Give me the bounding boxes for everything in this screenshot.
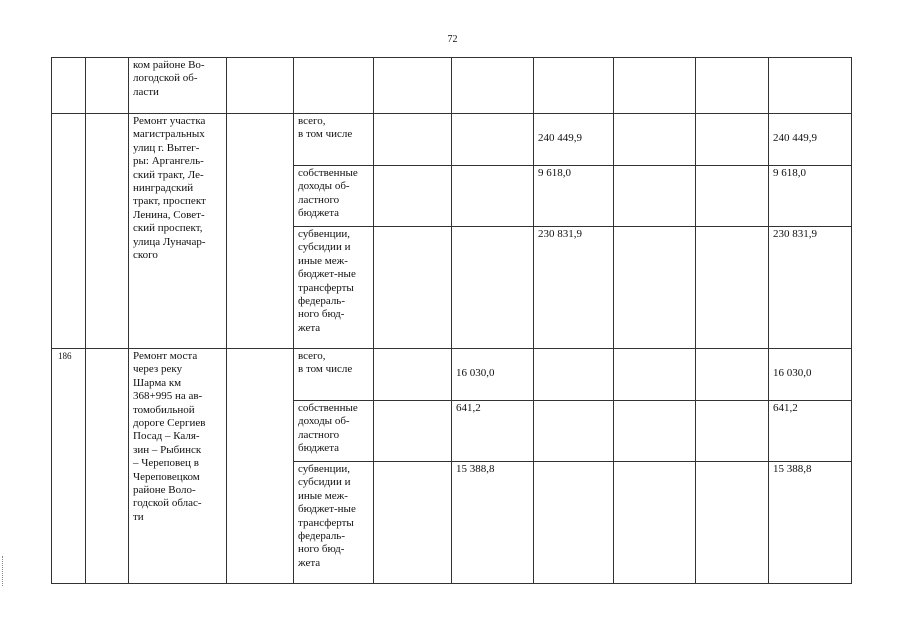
blank-cell (696, 166, 769, 227)
blank-cell (696, 58, 769, 114)
amount-cell (452, 227, 534, 349)
total-cell: 9 618,0 (769, 166, 852, 227)
blank-cell (227, 58, 294, 114)
blank-cell (86, 114, 129, 349)
amount-cell (614, 227, 696, 349)
amount-cell (614, 401, 696, 462)
total-cell: 240 449,9 (769, 114, 852, 166)
blank-cell (696, 114, 769, 166)
total-cell: 16 030,0 (769, 349, 852, 401)
total-cell: 230 831,9 (769, 227, 852, 349)
page-number: 72 (447, 34, 458, 45)
amount-cell (534, 462, 614, 584)
project-index-cell: 186 (52, 349, 86, 584)
amount-cell (452, 114, 534, 166)
blank-cell (696, 227, 769, 349)
amount-cell: 9 618,0 (534, 166, 614, 227)
amount-cell (614, 349, 696, 401)
project-name-cell: Ремонт участка магистральных улиц г. Вытег- ры: Аргангель- ский тракт, Ле- нинградский тракт, проспект Ленина, Совет- ский проспект, улица Луначар- ского (129, 114, 227, 349)
blank-cell (696, 401, 769, 462)
blank-cell (86, 349, 129, 584)
funding-source-cell: субвенции, субсидии и иные меж- бюджет-ные трансферты федераль- ного бюд- жета (294, 462, 374, 584)
funding-source-cell: собственные доходы об- ластного бюджета (294, 166, 374, 227)
blank-cell (374, 227, 452, 349)
table-row (52, 349, 852, 401)
amount-cell (614, 114, 696, 166)
blank-cell (614, 58, 696, 114)
funding-source-cell: собственные доходы об- ластного бюджета (294, 401, 374, 462)
amount-cell: 230 831,9 (534, 227, 614, 349)
amount-cell (452, 166, 534, 227)
funding-source-cell: всего, в том числе (294, 114, 374, 166)
amount-cell (614, 166, 696, 227)
amount-cell (534, 349, 614, 401)
amount-cell (534, 401, 614, 462)
amount-cell: 641,2 (452, 401, 534, 462)
blank-cell (374, 166, 452, 227)
blank-cell (86, 58, 129, 114)
blank-cell (374, 114, 452, 166)
blank-cell (374, 349, 452, 401)
project-name-cell: ком районе Во- логодской об- ласти (129, 58, 227, 114)
blank-cell (769, 58, 852, 114)
blank-cell (374, 58, 452, 114)
total-cell: 641,2 (769, 401, 852, 462)
blank-cell (696, 349, 769, 401)
amount-cell (614, 462, 696, 584)
blank-cell (374, 401, 452, 462)
blank-cell (227, 114, 294, 349)
blank-cell (227, 349, 294, 584)
table-row (52, 114, 852, 166)
funding-source-cell: субвенции, субсидии и иные меж- бюджет-ные трансферты федераль- ного бюд- жета (294, 227, 374, 349)
project-name-cell: Ремонт моста через реку Шарма км 368+995 на ав- томобильной дороге Сергиев Посад – Каля- зин – Рыбинск – Череповец в Череповецком районе Воло- годской облас- ти (129, 349, 227, 584)
blank-cell (294, 58, 374, 114)
scan-artifact (2, 556, 5, 586)
budget-table (51, 57, 852, 584)
blank-cell (374, 462, 452, 584)
amount-cell: 240 449,9 (534, 114, 614, 166)
amount-cell: 15 388,8 (452, 462, 534, 584)
total-cell: 15 388,8 (769, 462, 852, 584)
blank-cell (452, 58, 534, 114)
blank-cell (696, 462, 769, 584)
amount-cell: 16 030,0 (452, 349, 534, 401)
funding-source-cell: всего, в том числе (294, 349, 374, 401)
blank-cell (534, 58, 614, 114)
project-index-cell (52, 114, 86, 349)
index-cell (52, 58, 86, 114)
continuation-row (52, 58, 852, 114)
